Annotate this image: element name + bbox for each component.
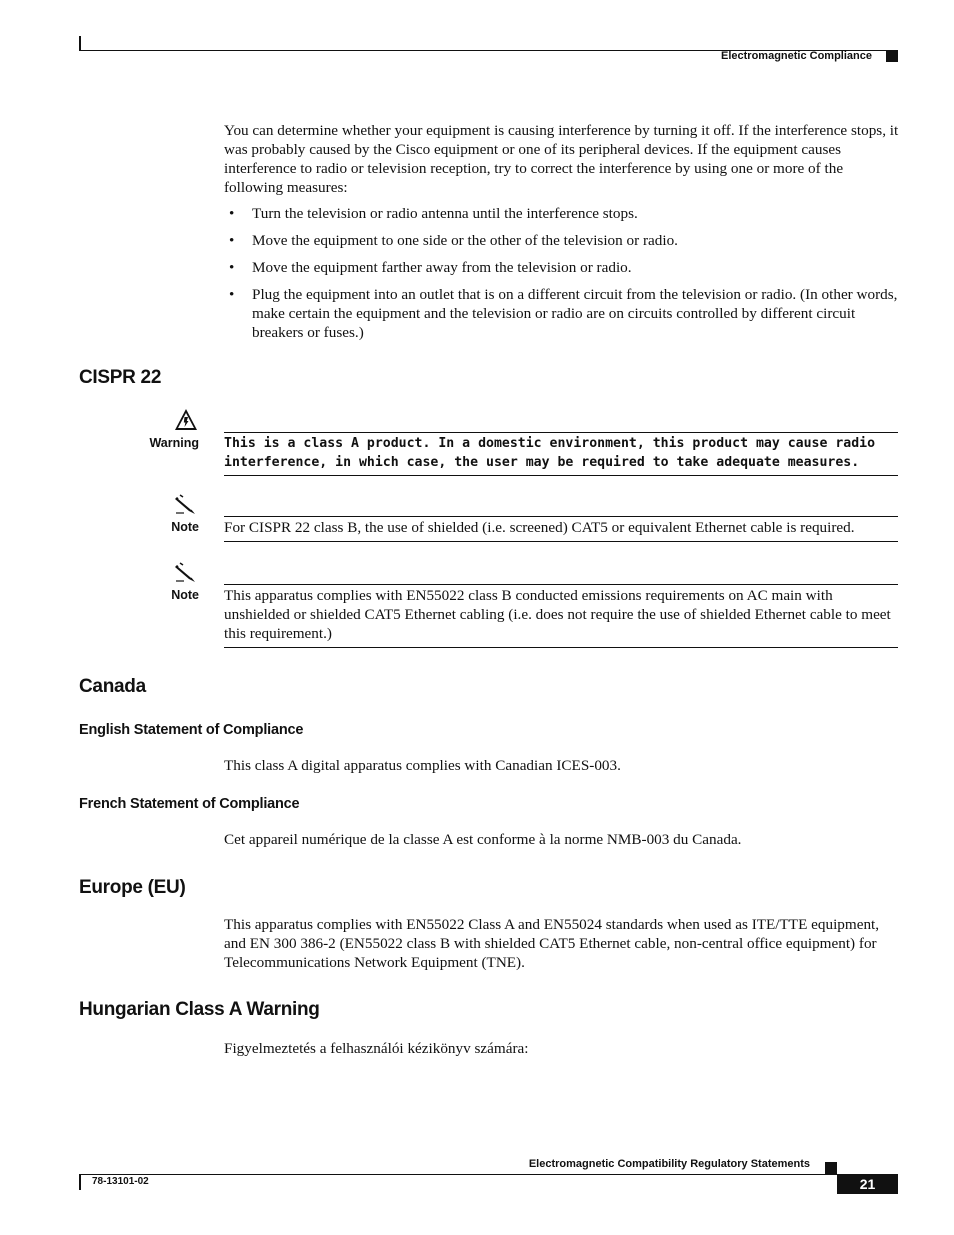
hungarian-text: Figyelmeztetés a felhasználói kézikönyv számára: bbox=[224, 1040, 529, 1057]
pencil-note-icon bbox=[174, 493, 199, 516]
footer-margin-mark bbox=[79, 1175, 81, 1190]
subheading-french-statement: French Statement of Compliance bbox=[79, 796, 300, 812]
list-item: • Move the equipment to one side or the other of the television or radio. bbox=[229, 232, 678, 249]
list-item: • Turn the television or radio antenna until the interference stops. bbox=[229, 205, 638, 222]
section-heading-cispr22: CISPR 22 bbox=[79, 367, 162, 388]
note-label: Note bbox=[171, 520, 199, 534]
header-tab-marker bbox=[886, 51, 898, 62]
french-statement-text: Cet appareil numérique de la classe A est conforme à la norme NMB-003 du Canada. bbox=[224, 831, 742, 848]
footer-tab-marker bbox=[825, 1162, 837, 1174]
header-margin-mark bbox=[79, 36, 81, 51]
section-heading-canada: Canada bbox=[79, 676, 146, 697]
note-text: For CISPR 22 class B, the use of shielded (i.e. screened) CAT5 or equivalent Ethernet cable is required. bbox=[224, 519, 855, 536]
doc-number: 78-13101-02 bbox=[92, 1176, 149, 1187]
note-text: This apparatus complies with EN55022 class B conducted emissions requirements on AC main with unshielded or shielded CAT5 Ethernet cabling (i.e. does not require the use of shielded Ethernet cable to meet this requirement.) bbox=[224, 587, 891, 642]
subheading-english-statement: English Statement of Compliance bbox=[79, 722, 304, 738]
section-heading-europe: Europe (EU) bbox=[79, 877, 186, 898]
running-title: Electromagnetic Compliance bbox=[721, 50, 872, 62]
section-heading-hungarian: Hungarian Class A Warning bbox=[79, 999, 320, 1020]
note-top-rule bbox=[224, 516, 898, 517]
note-label: Note bbox=[171, 588, 199, 602]
note-bottom-rule bbox=[224, 647, 898, 648]
footer-book-title: Electromagnetic Compatibility Regulatory Statements bbox=[528, 1158, 810, 1170]
warning-top-rule bbox=[224, 432, 898, 433]
page-number: 21 bbox=[837, 1175, 898, 1194]
warning-label: Warning bbox=[149, 436, 199, 450]
warning-triangle-icon bbox=[174, 408, 198, 431]
note-top-rule bbox=[224, 584, 898, 585]
warning-bottom-rule bbox=[224, 475, 898, 476]
list-item: • Plug the equipment into an outlet that is on a different circuit from the television or radio. (In other words, make certain the equipment and the television or radio are on circuits controlled by different circuit breakers or fuses.) bbox=[229, 286, 898, 341]
note-bottom-rule bbox=[224, 541, 898, 542]
europe-text: This apparatus complies with EN55022 Class A and EN55024 standards when used as ITE/TTE equipment, and EN 300 386-2 (EN55022 class B with shielded CAT5 Ethernet cable, non-central office equipment) for Telecommunications Network Equipment (TNE). bbox=[224, 916, 880, 971]
list-item: • Move the equipment farther away from the television or radio. bbox=[229, 259, 632, 276]
interference-measures-list bbox=[224, 204, 899, 350]
warning-text: This is a class A product. In a domestic environment, this product may cause radio interference, in which case, the user may be required to take adequate measures. bbox=[224, 436, 876, 470]
footer-rule bbox=[79, 1174, 898, 1175]
pencil-note-icon bbox=[174, 561, 199, 584]
english-statement-text: This class A digital apparatus complies with Canadian ICES-003. bbox=[224, 757, 621, 774]
intro-paragraph: You can determine whether your equipment is causing interference by turning it off. If the interference stops, it was probably caused by the Cisco equipment or one of its peripheral devices. If the equipment causes interference to radio or television reception, try to correct the interference by using one or more of the following measures: bbox=[224, 122, 899, 196]
